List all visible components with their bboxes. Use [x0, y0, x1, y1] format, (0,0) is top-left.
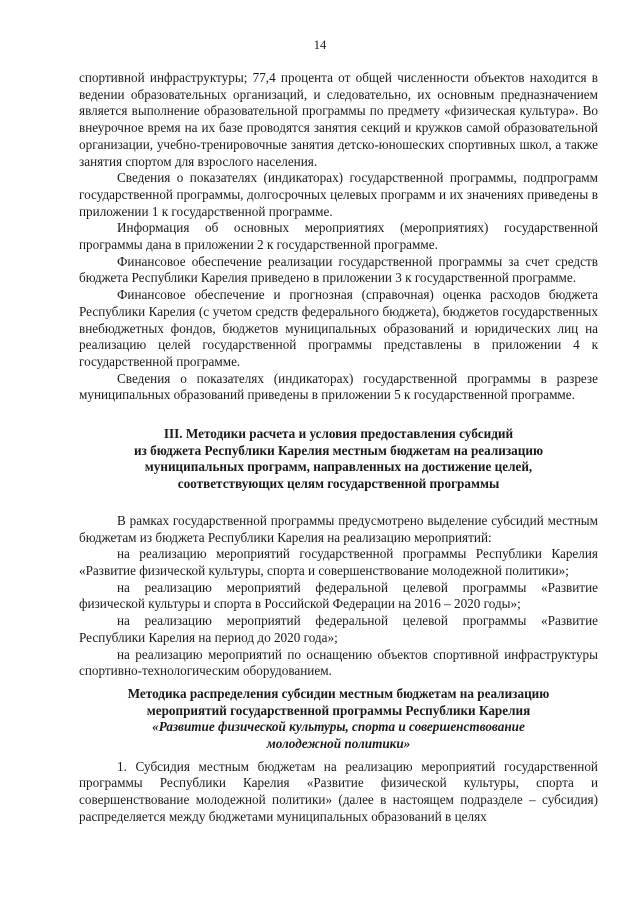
list-item-equipment: на реализацию мероприятий по оснащению объектов спортивной инфраструктуры спортивно-технологическим оборудованием.: [79, 646, 598, 679]
paragraph-financing-forecast: Финансовое обеспечение и прогнозная (справочная) оценка расходов бюджета Республики Карелия (с учетом средств федерального бюджета), бюджетов государственных внебюджетных фондов, бюджетов муниципальных образований и юридических лиц на реализацию целей государственной программы представлены в приложении 4 к государственной программе.: [79, 287, 598, 369]
paragraph-municipal-indicators: Сведения о показателях (индикаторах) государственной программы в разрезе муниципальных образований приведены в приложении 5 к государственной программе.: [79, 370, 598, 403]
list-item-state-program: на реализацию мероприятий государственной программы Республики Карелия «Развитие физической культуры, спорта и совершенствование молодежной политики»;: [79, 546, 598, 578]
method-heading-line: мероприятий государственной программы Республики Карелия: [146, 702, 531, 718]
page-content: [79, 70, 598, 826]
paragraph-subsidy-clause-1: 1. Субсидия местным бюджетам на реализацию мероприятий государственной программы Республики Карелия «Развитие физической культуры, спорта и совершенствование молодежной политики» (далее в настоящем подразделе – субсидия) распределяется между бюджетами муниципальных образований в целях: [79, 758, 598, 824]
section-heading-line: соответствующих целям государственной программы: [177, 476, 500, 492]
section-heading-line: муниципальных программ, направленных на достижение целей,: [144, 459, 533, 475]
paragraph-continuation: спортивной инфраструктуры; 77,4 процента от общей численности объектов находится в ведении образовательных организаций, и следовательно, их основным предназначением является выполнение образовательной программы по предмету «физическая культура». Во внеурочное время на их базе проводятся занятия секций и кружков самой образовательной организации, учебно-тренировочные занятия детско-юношеских спортивных школ, а также занятия спортом для взрослого населения.: [79, 70, 598, 169]
list-item-federal-karelia-program: на реализацию мероприятий федеральной целевой программы «Развитие Республики Карелия на период до 2020 года»;: [79, 613, 598, 645]
section-heading: [79, 426, 598, 493]
paragraph-main-activities: Информация об основных мероприятиях (мероприятиях) государственной программы дана в приложении 2 к государственной программе.: [79, 220, 598, 253]
method-heading-line: «Развитие физической культуры, спорта и совершенствование: [152, 719, 525, 735]
paragraph-indicators: Сведения о показателях (индикаторах) государственной программы, подпрограмм государственной программы, долгосрочных целевых программ и их значениях приведены в приложении 1 к государственной программе.: [79, 170, 598, 219]
method-heading: [79, 686, 598, 753]
list-item-federal-sport-program: на реализацию мероприятий федеральной целевой программы «Развитие физической культуры и спорта в Российской Федерации на 2016 – 2020 годы»;: [79, 579, 598, 612]
section-heading-line: из бюджета Республики Карелия местным бюджетам на реализацию: [133, 442, 544, 458]
paragraph-subsidies-intro: В рамках государственной программы предусмотрено выделение субсидий местным бюджетам из бюджета Республики Карелия на реализацию мероприятий:: [79, 512, 598, 545]
page-number: 14: [313, 38, 327, 52]
section-heading-line: III. Методики расчета и условия предоставления субсидий: [163, 426, 514, 442]
method-heading-line: молодежной политики»: [266, 736, 411, 752]
method-heading-line: Методика распределения субсидии местным бюджетам на реализацию: [127, 685, 550, 701]
paragraph-financing-budget: Финансовое обеспечение реализации государственной программы за счет средств бюджета Республики Карелия приведено в приложении 3 к государственной программе.: [79, 253, 598, 286]
